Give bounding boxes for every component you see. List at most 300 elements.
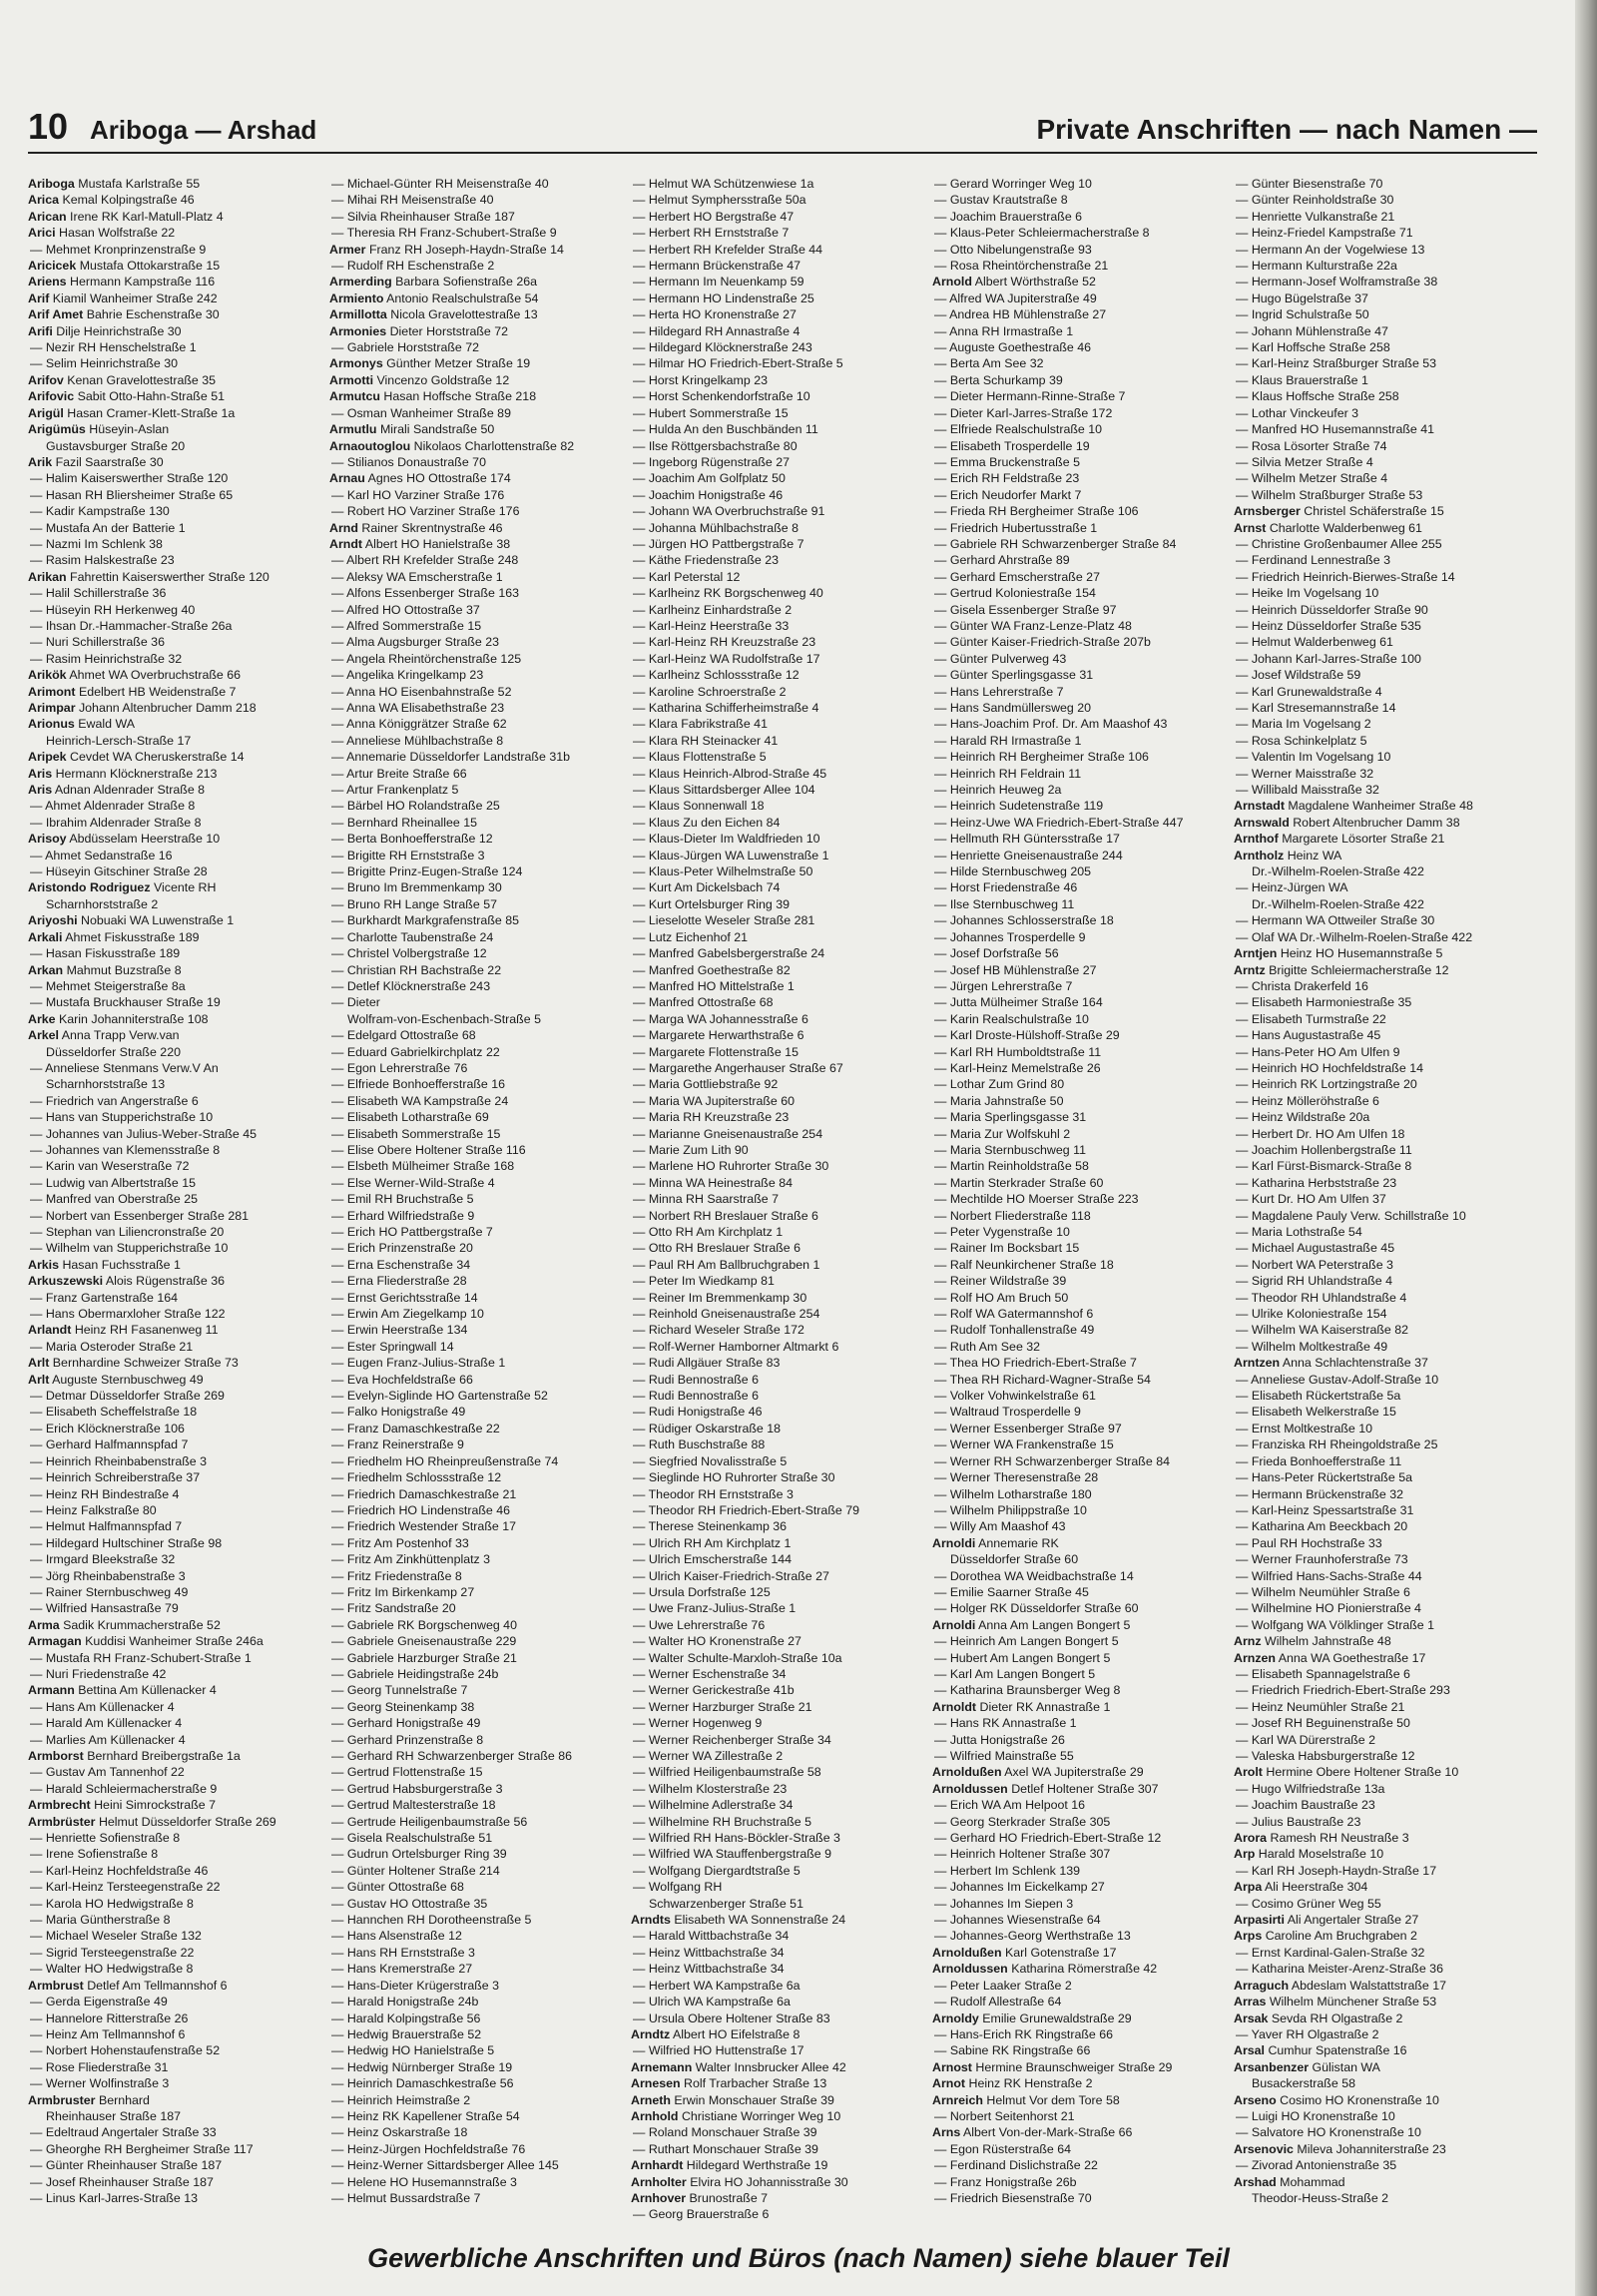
listing-entry [631, 634, 936, 650]
entry-details: — Friedrich HO Lindenstraße 46 [331, 1502, 511, 1517]
entry-details: — Karl-Heinz RH Kreuzstraße 23 [633, 635, 816, 650]
entry-details: — Hans Alsenstraße 12 [331, 1929, 462, 1944]
entry-details: — Heinz-Uwe WA Friedrich-Ebert-Straße 447 [934, 815, 1184, 830]
surname: Aris [28, 766, 53, 781]
entry-details: — Karlheinz RK Borgschenweg 40 [633, 586, 823, 601]
listing-entry [28, 1961, 333, 1977]
surname: Armbrecht [28, 1798, 91, 1813]
listing-entry [329, 863, 635, 879]
listing-entry [1234, 1584, 1539, 1600]
entry-details: — Nuri Schillerstraße 36 [30, 635, 165, 650]
listing-entry [1234, 749, 1539, 765]
entry-details: — Friedrich Hubertusstraße 1 [934, 520, 1098, 535]
entry-details: — Helmut Halfmannspfad 7 [30, 1519, 183, 1534]
entry-details: — Werner Reichenberger Straße 34 [633, 1732, 831, 1747]
entry-details: — Martin Sterkrader Straße 60 [934, 1175, 1104, 1190]
page-number: 10 [28, 106, 69, 147]
listing-entry [329, 306, 635, 322]
entry-details: — Harald Kolpingstraße 56 [331, 2010, 481, 2025]
surname: Arkel [28, 1028, 59, 1043]
listing-entry [631, 1748, 936, 1764]
listing-entry [631, 2124, 936, 2140]
listing-entry [631, 1600, 936, 1616]
entry-details: — Günter WA Franz-Lenze-Platz 48 [934, 618, 1132, 633]
listing-entry [631, 1306, 936, 1322]
listing-entry [1234, 1290, 1539, 1306]
entry-details: — Johannes van Klemensstraße 8 [30, 1142, 221, 1157]
entry-details: — Georg Steinenkamp 38 [331, 1699, 475, 1714]
listing-entry [631, 879, 936, 895]
listing-entry [1234, 929, 1539, 945]
listing-entry [329, 1748, 635, 1764]
listing-entry [329, 1453, 635, 1469]
entry-details: — Georg Brauerstraße 6 [633, 2207, 770, 2222]
listing-entry [28, 1158, 333, 1174]
surname: Arndt [329, 536, 363, 551]
listing-entry [932, 405, 1238, 421]
listing-entry [932, 2010, 1238, 2026]
entry-details: — Herbert WA Kampstraße 6a [633, 1978, 800, 1993]
entry-details: — Karin Realschulstraße 10 [934, 1011, 1089, 1026]
listing-entry [1234, 2108, 1539, 2124]
entry-details: — Christian RH Bachstraße 22 [331, 962, 502, 977]
entry-details: — Werner RH Schwarzenberger Straße 84 [934, 1453, 1170, 1468]
entry-details: — Egon Lehrerstraße 76 [331, 1060, 468, 1075]
listing-entry [1234, 470, 1539, 486]
listing-entry [1234, 1978, 1539, 1994]
entry-details: — Ulrich Kaiser-Friedrich-Straße 27 [633, 1568, 829, 1583]
entry-details: — Erich HO Pattbergstraße 7 [331, 1225, 493, 1239]
listing-entry [1234, 520, 1539, 536]
entry-details: — Walter Schulte-Marxloh-Straße 10a [633, 1650, 842, 1665]
surname: Arora [1234, 1831, 1268, 1846]
listing-entry [631, 1404, 936, 1420]
listing-entry [28, 585, 333, 601]
entry-details: — Franz Gartenstraße 164 [30, 1290, 179, 1305]
entry-details: — Karl RH Humboldtstraße 11 [934, 1044, 1102, 1059]
entry-details: — Hermann WA Ottweiler Straße 30 [1236, 913, 1435, 928]
entry-details: — Katharina Schifferheimstraße 4 [633, 701, 819, 715]
surname: Aristondo Rodriguez [28, 880, 151, 895]
entry-details: — Elisabeth Trosperdelle 19 [934, 438, 1090, 453]
surname: Arimpar [28, 701, 76, 715]
entry-details: Karl Gotenstraße 17 [1004, 1945, 1117, 1960]
listing-entry [1234, 2157, 1539, 2173]
entry-details: — Michael Augustastraße 45 [1236, 1241, 1395, 1256]
entry-details: — Georg Sterkrader Straße 305 [934, 1814, 1111, 1829]
entry-details: — Friedhelm Schlossstraße 12 [331, 1470, 502, 1485]
surname: Aris [28, 783, 53, 798]
listing-entry [329, 1322, 635, 1338]
entry-details: — Hannchen RH Dorotheenstraße 5 [331, 1913, 532, 1928]
entry-details: Harald Moselstraße 10 [1258, 1847, 1384, 1862]
entry-details: — Gertrud Maltesterstraße 18 [331, 1798, 496, 1813]
listing-entry [932, 1355, 1238, 1371]
surname: Arnd [329, 520, 358, 535]
entry-details: — Gerhard Ahrstraße 89 [934, 553, 1070, 568]
listing-entry [631, 962, 936, 978]
listing-entry [329, 405, 635, 421]
listing-entry [631, 421, 936, 437]
entry-details: Heinz RH Fasanenweg 11 [74, 1323, 219, 1338]
listing-entry [631, 1486, 936, 1502]
listing-entry [28, 1011, 333, 1027]
listing-entry [1234, 994, 1539, 1010]
surname: Arionus [28, 717, 75, 732]
entry-details: — Günter Rheinhauser Straße 187 [30, 2158, 223, 2173]
listing-entry [631, 1388, 936, 1404]
entry-details: — Hugo Bügelstraße 37 [1236, 290, 1368, 305]
listing-entry [28, 1600, 333, 1616]
listing-entry [932, 1764, 1238, 1780]
listing-entry [1234, 2124, 1539, 2140]
listing-entry [329, 667, 635, 683]
listing-entry [932, 651, 1238, 667]
entry-details: — Hermann Im Neuenkamp 59 [633, 275, 804, 289]
listing-entry [28, 1240, 333, 1256]
entry-details: Rainer Skrentnystraße 46 [361, 520, 503, 535]
listing-entry [631, 1617, 936, 1633]
listing-entry [28, 339, 333, 355]
listing-entry [329, 1142, 635, 1158]
entry-details: — Klaus Flottenstraße 5 [633, 750, 767, 765]
surname: Arnzen [1234, 1650, 1276, 1665]
entry-details: Wilhelm Münchener Straße 53 [1269, 1995, 1437, 2009]
listing-entry [28, 2042, 333, 2058]
listing-entry [932, 1535, 1238, 1551]
entry-details: — Andrea HB Mühlenstraße 27 [934, 307, 1107, 322]
entry-details: — Werner Fraunhoferstraße 73 [1236, 1552, 1408, 1567]
listing-entry [1234, 258, 1539, 274]
entry-details: Walter Innsbrucker Allee 42 [695, 2059, 846, 2074]
entry-details: — Günter Pulverweg 43 [934, 651, 1067, 666]
entry-details: — Heinz Wittbachstraße 34 [633, 1962, 785, 1977]
listing-entry [1234, 2075, 1539, 2091]
listing-entry [932, 879, 1238, 895]
listing-entry [1234, 1666, 1539, 1682]
listing-entry [631, 552, 936, 568]
entry-details: — Werner WA Frankenstraße 15 [934, 1437, 1114, 1452]
entry-details: — Wilfried Heiligenbaumstraße 58 [633, 1765, 821, 1780]
listing-entry [1234, 2174, 1539, 2190]
surname: Arif Amet [28, 307, 84, 322]
listing-entry [932, 1797, 1238, 1813]
listing-entry [932, 945, 1238, 961]
listing-entry [932, 1240, 1238, 1256]
listing-entry [932, 2157, 1238, 2173]
listing-entry [329, 454, 635, 470]
listing-entry [1234, 503, 1539, 519]
entry-details: — Hans van Stupperichstraße 10 [30, 1110, 214, 1125]
entry-details: — Günter Reinholdstraße 30 [1236, 193, 1394, 208]
entry-details: — Stilianos Donaustraße 70 [331, 454, 486, 469]
listing-entry [631, 1257, 936, 1273]
listing-entry [28, 2059, 333, 2075]
listing-entry [631, 1158, 936, 1174]
entry-details: — Karl HO Varziner Straße 176 [331, 487, 505, 502]
listing-entry [1234, 421, 1539, 437]
listing-entry [932, 733, 1238, 749]
entry-details: — Annemarie Düsseldorfer Landstraße 31b [331, 750, 570, 765]
entry-details: — Gertrud Habsburgerstraße 3 [331, 1781, 503, 1796]
listing-entry [631, 1879, 936, 1895]
surname: Armonies [329, 323, 387, 338]
entry-details: — Karl Grunewaldstraße 4 [1236, 684, 1382, 699]
entry-details: — Hans-Dieter Krügerstraße 3 [331, 1978, 500, 1993]
entry-details: — Julius Baustraße 23 [1236, 1814, 1361, 1829]
entry-details: Barbara Sofienstraße 26a [395, 275, 537, 289]
entry-details: — Manfred HO Mittelstraße 1 [633, 978, 795, 993]
entry-details: — Lutz Eichenhof 21 [633, 929, 749, 944]
listing-column-2 [329, 176, 635, 2205]
listing-entry [329, 487, 635, 503]
listing-entry [329, 848, 635, 863]
listing-entry [28, 798, 333, 814]
entry-details: — Ursula Dorfstraße 125 [633, 1584, 771, 1599]
listing-entry [329, 1797, 635, 1813]
listing-entry [631, 569, 936, 585]
listing-entry [932, 1568, 1238, 1584]
surname: Arigümüs [28, 422, 86, 437]
entry-details: — Rudolf RH Eschenstraße 2 [331, 259, 495, 274]
entry-details: — Jutta Honigstraße 26 [934, 1732, 1065, 1747]
entry-details: — Hasan RH Bliersheimer Straße 65 [30, 487, 234, 502]
entry-details: — Heinz RK Kapellener Straße 54 [331, 2108, 520, 2123]
listing-entry [329, 242, 635, 258]
listing-entry [28, 1208, 333, 1224]
listing-entry [932, 421, 1238, 437]
listing-entry [631, 848, 936, 863]
listing-entry [932, 618, 1238, 634]
surname: Arsenovic [1234, 2141, 1294, 2156]
listing-entry [1234, 2059, 1539, 2075]
entry-details: — Gerhard HO Friedrich-Ebert-Straße 12 [934, 1831, 1162, 1846]
surname: Arsal [1234, 2043, 1265, 2058]
listing-entry [631, 1273, 936, 1289]
listing-entry [28, 782, 333, 798]
entry-details: — Wolfgang Diergardtstraße 5 [633, 1863, 800, 1878]
entry-details: — Franz Reinerstraße 9 [331, 1437, 464, 1452]
surname: Arnold [932, 275, 972, 289]
listing-entry [932, 2075, 1238, 2091]
listing-entry [932, 749, 1238, 765]
listing-entry [932, 1453, 1238, 1469]
listing-entry [631, 1863, 936, 1879]
entry-details: Dilje Heinrichstraße 30 [56, 323, 182, 338]
listing-entry [1234, 1208, 1539, 1224]
entry-details: Sabit Otto-Hahn-Straße 51 [77, 389, 225, 404]
listing-entry [932, 274, 1238, 289]
listing-entry [1234, 1257, 1539, 1273]
listing-entry [329, 1764, 635, 1780]
surname: Arnsberger [1234, 504, 1301, 519]
entry-details: — Günter Sperlingsgasse 31 [934, 668, 1094, 683]
entry-details: — Anna RH Irmastraße 1 [934, 323, 1074, 338]
entry-details: — Fritz Sandstraße 20 [331, 1601, 456, 1616]
listing-entry [932, 225, 1238, 241]
entry-details: — Ulrich Emscherstraße 144 [633, 1552, 793, 1567]
listing-entry [631, 1060, 936, 1076]
listing-entry [932, 1175, 1238, 1191]
entry-details: Adnan Aldenrader Straße 8 [54, 783, 206, 798]
listing-entry [631, 225, 936, 241]
surname: Arnst [1234, 520, 1267, 535]
entry-details: — Gertrud Flottenstraße 15 [331, 1765, 483, 1780]
entry-details: — Theodor RH Ernststraße 3 [633, 1486, 794, 1501]
listing-entry [329, 372, 635, 388]
listing-entry [932, 438, 1238, 454]
entry-details: — Halim Kaiserswerther Straße 120 [30, 471, 229, 486]
listing-entry [631, 782, 936, 798]
entry-details: — Valeska Habsburgerstraße 12 [1236, 1749, 1415, 1763]
entry-details: — Norbert RH Breslauer Straße 6 [633, 1208, 818, 1223]
entry-details: — Jörg Rheinbabenstraße 3 [30, 1568, 186, 1583]
entry-details: — Gerhard Emscherstraße 27 [934, 569, 1100, 584]
surname: Arikök [28, 668, 67, 683]
entry-details: — Mehmet Steigerstraße 8a [30, 978, 186, 993]
listing-entry [1234, 1421, 1539, 1436]
listing-entry [932, 1879, 1238, 1895]
surname: Arshad [1234, 2174, 1277, 2189]
listing-entry [932, 1372, 1238, 1388]
entry-details: — Minna WA Heinestraße 84 [633, 1175, 793, 1190]
entry-details: — Katharina Herbststraße 23 [1236, 1175, 1397, 1190]
listing-entry [28, 258, 333, 274]
entry-details: Albert Von-der-Mark-Straße 66 [963, 2125, 1133, 2140]
entry-details: Mirali Sandstraße 50 [379, 422, 495, 437]
entry-details: Hermine Braunschweiger Straße 29 [975, 2059, 1173, 2074]
entry-details: — Gerda Eigenstraße 49 [30, 1995, 168, 2009]
entry-details: — Elisabeth Lotharstraße 69 [331, 1110, 489, 1125]
listing-entry [932, 2190, 1238, 2206]
listing-entry [28, 1846, 333, 1862]
entry-details: — Karl WA Dürerstraße 2 [1236, 1732, 1375, 1747]
entry-details: — Josef HB Mühlenstraße 27 [934, 962, 1097, 977]
entry-details: — Hermann HO Lindenstraße 25 [633, 290, 814, 305]
listing-entry [329, 994, 635, 1010]
entry-details: — Lieselotte Weseler Straße 281 [633, 913, 815, 928]
entry-details: — Hans Kremerstraße 27 [331, 1962, 473, 1977]
listing-entry [932, 1306, 1238, 1322]
listing-entry [329, 339, 635, 355]
listing-entry [1234, 1715, 1539, 1731]
listing-entry [932, 831, 1238, 847]
entry-details: — Wilhelmine HO Pionierstraße 4 [1236, 1601, 1421, 1616]
entry-details: — Hildegard Klöcknerstraße 243 [633, 340, 812, 355]
entry-details: — Heinrich Rheinbabenstraße 3 [30, 1453, 208, 1468]
entry-details: — Gertrude Heiligenbaumstraße 56 [331, 1814, 528, 1829]
entry-details: — Hildegard Hultschiner Straße 98 [30, 1535, 223, 1550]
listing-entry [28, 618, 333, 634]
listing-entry [329, 1044, 635, 1060]
listing-entry [1234, 618, 1539, 634]
entry-details: — Marlene HO Ruhrorter Straße 30 [633, 1159, 829, 1174]
entry-details: — Martin Reinholdstraße 58 [934, 1159, 1089, 1174]
listing-entry [28, 1797, 333, 1813]
listing-entry [28, 1748, 333, 1764]
entry-details: — Erich Neudorfer Markt 7 [934, 487, 1082, 502]
listing-entry [631, 766, 936, 782]
listing-entry [28, 912, 333, 928]
entry-details: — Lothar Zum Grind 80 [934, 1077, 1065, 1092]
listing-entry [932, 569, 1238, 585]
entry-details: Erwin Monschauer Straße 39 [674, 2092, 834, 2107]
entry-details: — Fritz Friedenstraße 8 [331, 1568, 462, 1583]
listing-entry [631, 994, 936, 1010]
surname: Arnoldi [932, 1535, 976, 1550]
listing-entry [329, 1945, 635, 1961]
entry-details: — Wilfried HO Huttenstraße 17 [633, 2043, 804, 2058]
listing-columns [28, 176, 1537, 2222]
entry-details: — Josef Dorfstraße 56 [934, 946, 1059, 961]
entry-details: — Nazmi Im Schlenk 38 [30, 536, 163, 551]
listing-entry [329, 749, 635, 765]
entry-details: — Aleksy WA Emscherstraße 1 [331, 569, 503, 584]
listing-entry [932, 1208, 1238, 1224]
entry-details: — Hans-Erich RK Ringstraße 66 [934, 2026, 1114, 2041]
surname: Arnz [1234, 1634, 1262, 1649]
listing-entry [631, 1372, 936, 1388]
entry-details: Dieter Horststraße 72 [389, 323, 509, 338]
listing-entry [631, 815, 936, 831]
entry-details: — Maria Gottliebstraße 92 [633, 1077, 779, 1092]
entry-details: Heinrich-Lersch-Straße 17 [46, 733, 192, 748]
entry-details: — Artur Breite Straße 66 [331, 766, 467, 781]
page-binding-edge [1575, 0, 1597, 2296]
entry-details: — Ibrahim Aldenrader Straße 8 [30, 815, 202, 830]
entry-details: — Rolf HO Am Bruch 50 [934, 1290, 1069, 1305]
entry-details: Cevdet WA Cheruskerstraße 14 [70, 750, 245, 765]
entry-details: — Wilhelm Straßburger Straße 53 [1236, 487, 1423, 502]
listing-entry [1234, 339, 1539, 355]
entry-details: Wolfram-von-Eschenbach-Straße 5 [347, 1011, 541, 1026]
entry-details: — Anna Königgrätzer Straße 62 [331, 717, 507, 732]
listing-entry [1234, 1797, 1539, 1813]
entry-details: — Heinz Düsseldorfer Straße 535 [1236, 618, 1421, 633]
entry-details: Helmut Vor dem Tore 58 [986, 2092, 1120, 2107]
entry-details: — Heinrich Damaschkestraße 56 [331, 2076, 514, 2091]
listing-entry [631, 733, 936, 749]
listing-entry [28, 1273, 333, 1289]
surname: Arif [28, 290, 50, 305]
entry-details: — Klaus-Jürgen WA Luwenstraße 1 [633, 848, 829, 862]
listing-entry [932, 585, 1238, 601]
surname: Arnau [329, 471, 365, 486]
listing-entry [932, 1339, 1238, 1355]
listing-entry [932, 700, 1238, 716]
entry-details: — Nezir RH Henschelstraße 1 [30, 340, 197, 355]
entry-details: — Horst Friedenstraße 46 [934, 880, 1078, 895]
listing-entry [28, 1388, 333, 1404]
surname: Arndts [631, 1913, 671, 1928]
entry-details: — Wilfried Hans-Sachs-Straße 44 [1236, 1568, 1422, 1583]
listing-entry [329, 1535, 635, 1551]
listing-entry [28, 1814, 333, 1830]
entry-details: Caroline Am Bruchgraben 2 [1265, 1929, 1417, 1944]
listing-entry [1234, 651, 1539, 667]
listing-entry [932, 1715, 1238, 1731]
entry-details: — Johannes Im Eickelkamp 27 [934, 1880, 1105, 1895]
entry-details: — Maria Lothstraße 54 [1236, 1225, 1362, 1239]
entry-details: — Gabriele Gneisenaustraße 229 [331, 1634, 517, 1649]
listing-entry [329, 1158, 635, 1174]
entry-details: — Willibald Maisstraße 32 [1236, 783, 1379, 798]
entry-details: — Ilse Röttgersbachstraße 80 [633, 438, 798, 453]
listing-entry [932, 1421, 1238, 1436]
entry-details: — Wilfried RH Hans-Böckler-Straße 3 [633, 1831, 840, 1846]
entry-details: — Nuri Friedenstraße 42 [30, 1666, 167, 1681]
entry-details: — Helmut Symphersstraße 50a [633, 193, 806, 208]
